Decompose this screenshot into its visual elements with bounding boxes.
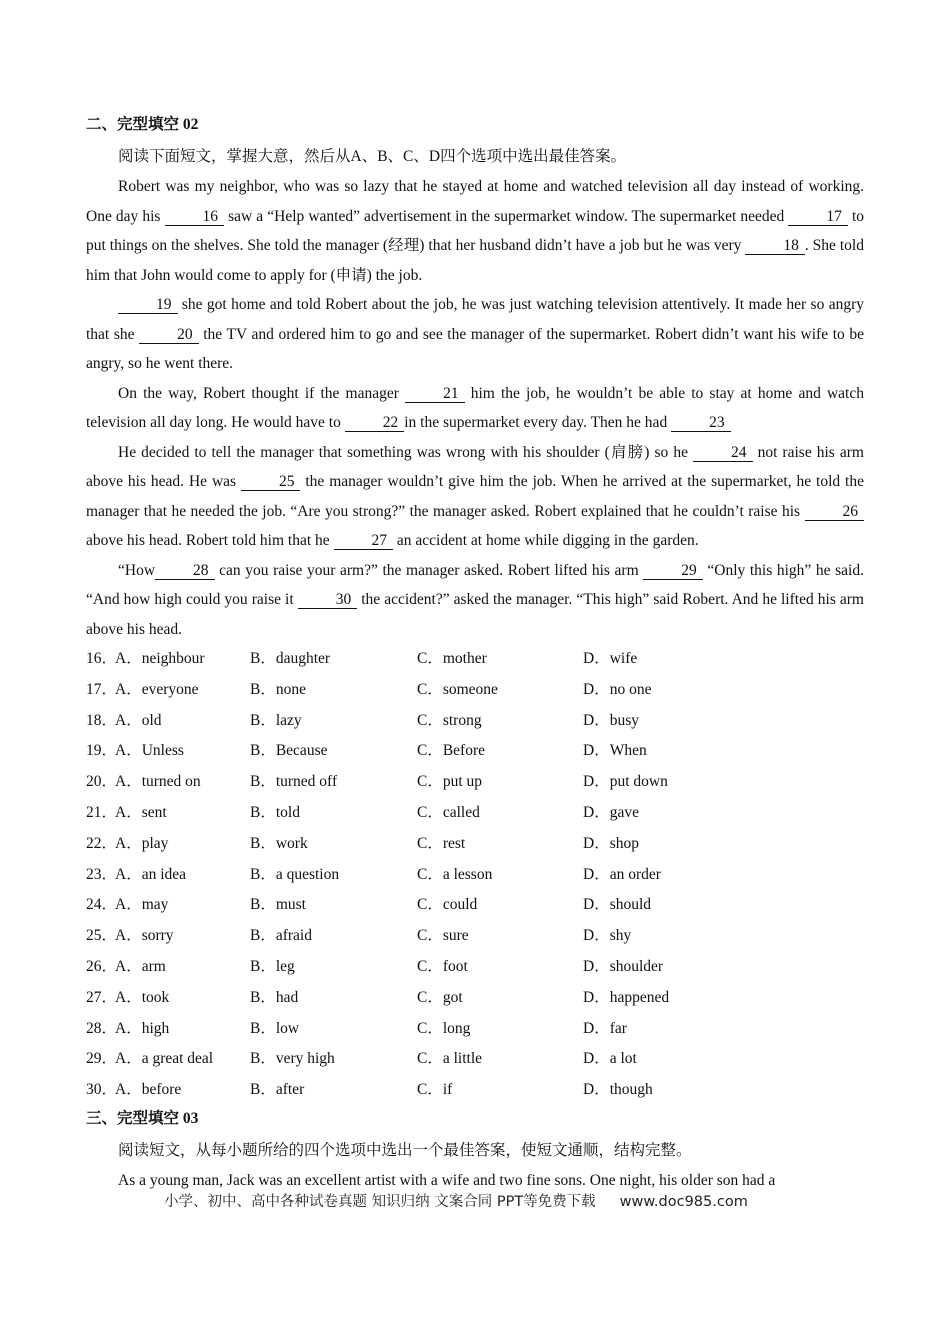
option-c: C．put up — [417, 773, 483, 791]
blank-21: 21 — [405, 385, 465, 403]
option-d: D．shoulder — [583, 957, 664, 975]
page-footer — [164, 1190, 804, 1211]
section-2-instruction: 阅读下面短文，掌握大意，然后从A、B、C、D四个选项中选出最佳答案。 — [118, 148, 627, 165]
option-a: A．a great deal — [115, 1050, 214, 1068]
option-a: A．may — [115, 896, 169, 914]
option-d: D．a lot — [583, 1050, 637, 1068]
option-a: A．an idea — [115, 865, 187, 883]
passage-text: . She told him that John would come to apply for (申请) the job. — [86, 237, 864, 284]
option-d: D．should — [583, 896, 652, 914]
question-row — [86, 736, 864, 767]
passage-text: to put things on the shelves. She told the manager (经理) that her husband didn’t have a job but he was very — [86, 207, 864, 254]
option-a: A．everyone — [115, 680, 199, 698]
passage-text: saw a “Help wanted” advertisement in the supermarket window. The supermarket needed — [224, 207, 789, 225]
option-b: B．work — [250, 834, 308, 852]
passage-text: Robert was my neighbor, who was so lazy that he stayed at home and watched television all day instead of working. One day his — [86, 178, 864, 225]
option-d: D．an order — [583, 865, 661, 883]
option-d: D．busy — [583, 711, 639, 729]
question-number: 21． — [86, 803, 118, 821]
option-a: A．play — [115, 834, 169, 852]
question-number: 17． — [86, 680, 118, 698]
blank-24: 24 — [693, 444, 753, 462]
option-a: A．high — [115, 1019, 170, 1037]
option-d: D．wife — [583, 650, 638, 667]
option-a: A．sent — [115, 803, 167, 821]
blank-23: 23 — [671, 414, 731, 432]
section-3-heading: 三、完型填空 03 — [86, 1109, 199, 1127]
passage-paragraph — [86, 556, 864, 645]
blank-16: 16 — [165, 208, 225, 226]
option-a: A．turned on — [115, 773, 201, 791]
question-options-list — [86, 644, 864, 1106]
option-a: A．took — [115, 988, 170, 1006]
option-c: C．rest — [417, 834, 466, 852]
question-row — [86, 983, 864, 1014]
blank-25: 25 — [241, 473, 301, 491]
option-a: A．sorry — [115, 927, 174, 945]
option-c: C．sure — [417, 927, 469, 945]
question-row — [86, 1014, 864, 1045]
question-number: 16． — [86, 650, 118, 667]
option-d: D．far — [583, 1019, 627, 1037]
option-a: A．neighbour — [115, 650, 205, 667]
question-number: 25． — [86, 927, 118, 945]
question-number: 22． — [86, 834, 118, 852]
option-c: C．got — [417, 988, 463, 1006]
passage-text: above his head. Robert told him that he — [86, 532, 334, 549]
option-b: B．lazy — [250, 711, 302, 729]
section-3-instruction: 阅读短文，从每小题所给的四个选项中选出一个最佳答案，使短文通顺，结构完整。 — [118, 1141, 692, 1159]
passage-paragraph — [86, 172, 864, 290]
passage-text: an accident at home while digging in the garden. — [393, 532, 699, 549]
option-b: B．a question — [250, 865, 340, 883]
question-row — [86, 706, 864, 737]
passage-text: He decided to tell the manager that something was wrong with his shoulder (肩膀) so he — [118, 443, 694, 461]
option-c: C．long — [417, 1019, 471, 1037]
passage-text: “How — [118, 561, 156, 579]
option-b: B．must — [250, 896, 306, 914]
passage-text: she got home and told Robert about the job, he was just watching television attentively. It made her so angry that she — [86, 296, 864, 343]
blank-22: 22 — [345, 414, 405, 432]
question-number: 30． — [86, 1081, 118, 1099]
question-row — [86, 1075, 864, 1106]
question-number: 19． — [86, 742, 118, 760]
option-b: B．leg — [250, 957, 295, 975]
option-d: D．gave — [583, 803, 639, 821]
option-c: C．foot — [417, 957, 468, 975]
question-row — [86, 921, 864, 952]
passage-text: On the way, Robert thought if the manager — [118, 384, 406, 402]
option-c: C．Before — [417, 742, 486, 760]
option-b: B．had — [250, 988, 299, 1006]
question-number: 28． — [86, 1019, 118, 1037]
blank-17: 17 — [788, 208, 848, 226]
option-c: C．a little — [417, 1050, 483, 1068]
passage-text: the accident?” asked the manager. “This high” said Robert. And he lifted his arm above his head. — [86, 591, 864, 638]
passage-paragraph — [86, 290, 864, 379]
option-c: C．a lesson — [417, 865, 493, 883]
option-c: C．strong — [417, 711, 482, 729]
passage-paragraph — [86, 438, 864, 556]
passage-paragraph — [86, 379, 864, 438]
passage-text: the manager wouldn’t give him the job. When he arrived at the supermarket, he told the manager that he needed the job. “Are you strong?” the manager asked. Robert explained that he couldn’t raise his — [86, 473, 864, 520]
passage-text: him the job, he wouldn’t be able to stay at home and watch television all day long. He would have to — [86, 384, 864, 431]
question-number: 29． — [86, 1050, 118, 1068]
question-row — [86, 644, 864, 675]
question-number: 18． — [86, 711, 118, 729]
option-d: D．shy — [583, 927, 632, 945]
blank-18: 18 — [745, 237, 805, 255]
option-c: C．called — [417, 803, 480, 821]
option-d: D．though — [583, 1081, 653, 1099]
blank-20: 20 — [139, 326, 199, 344]
question-row — [86, 675, 864, 706]
option-b: B．Because — [250, 742, 328, 760]
passage-text: the TV and ordered him to go and see the manager of the supermarket. Robert didn’t want his wife to be angry, so he went there. — [86, 325, 864, 372]
option-d: D．put down — [583, 773, 668, 791]
question-row — [86, 890, 864, 921]
option-c: C．could — [417, 896, 478, 914]
question-number: 23． — [86, 865, 118, 883]
blank-30: 30 — [298, 591, 358, 609]
footer-text: 小学、初中、高中各种试卷真题 知识归纳 文案合同 PPT等免费下载 — [164, 1194, 596, 1210]
option-b: B．low — [250, 1019, 300, 1037]
question-number: 26． — [86, 957, 118, 975]
option-a: A．arm — [115, 957, 166, 975]
option-b: B．told — [250, 803, 300, 821]
section-2-heading: 二、完型填空 02 — [86, 116, 199, 133]
blank-26: 26 — [805, 503, 865, 521]
option-b: B．very high — [250, 1050, 335, 1068]
question-number: 27． — [86, 988, 118, 1006]
passage-text: “Only this high” he said. “And how high could you raise it — [86, 561, 864, 608]
question-row — [86, 798, 864, 829]
question-row — [86, 767, 864, 798]
blank-27: 27 — [334, 532, 394, 550]
passage-text: not raise his arm above his head. He was — [86, 443, 864, 490]
option-b: B．after — [250, 1081, 305, 1099]
option-c: C．if — [417, 1081, 453, 1099]
option-b: B．afraid — [250, 927, 312, 945]
option-c: C．mother — [417, 650, 487, 667]
option-d: D．shop — [583, 834, 639, 852]
option-b: B．none — [250, 680, 306, 698]
section-3-first-line: As a young man, Jack was an excellent artist with a wife and two fine sons. One night, his older son had a — [118, 1171, 776, 1189]
option-b: B．turned off — [250, 773, 338, 791]
question-row — [86, 952, 864, 983]
option-b: B．daughter — [250, 650, 331, 667]
blank-29: 29 — [643, 562, 703, 580]
blank-19: 19 — [118, 296, 178, 314]
option-a: A．before — [115, 1081, 182, 1099]
blank-28: 28 — [155, 562, 215, 580]
option-d: D．When — [583, 742, 647, 760]
cloze-passage — [86, 172, 864, 644]
question-row — [86, 829, 864, 860]
passage-text: in the supermarket every day. Then he had — [404, 414, 672, 431]
option-d: D．happened — [583, 988, 670, 1006]
question-row — [86, 1044, 864, 1075]
question-number: 24． — [86, 896, 118, 914]
option-a: A．old — [115, 711, 162, 729]
option-d: D．no one — [583, 680, 652, 698]
passage-text: can you raise your arm?” the manager asked. Robert lifted his arm — [214, 561, 644, 579]
question-row — [86, 860, 864, 891]
footer-url[interactable]: www.doc985.com — [619, 1194, 748, 1210]
question-number: 20． — [86, 773, 118, 791]
option-a: A．Unless — [115, 742, 184, 760]
document-page — [86, 112, 864, 1195]
option-c: C．someone — [417, 680, 498, 698]
